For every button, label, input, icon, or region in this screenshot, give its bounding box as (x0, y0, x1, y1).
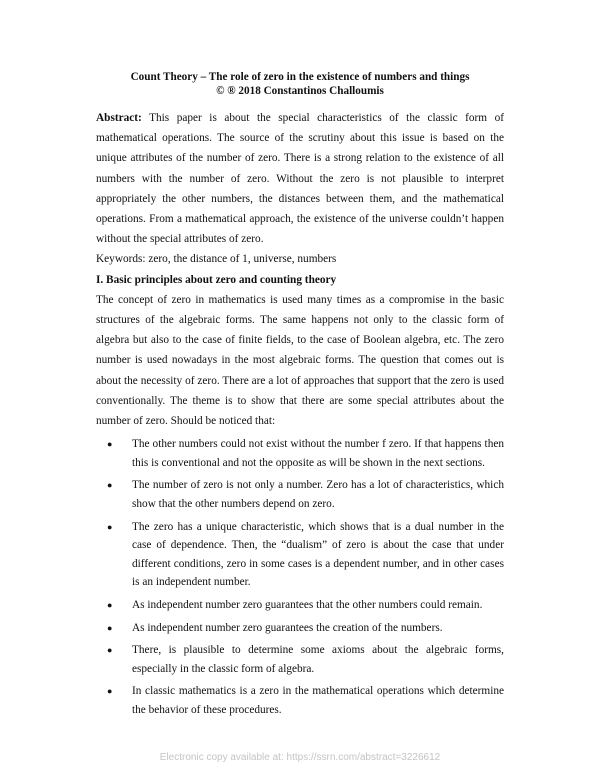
list-item (96, 682, 504, 719)
bullet-icon: ● (107, 645, 113, 656)
list-item (96, 641, 504, 678)
bullet-list (96, 435, 504, 719)
bullet-icon: ● (107, 439, 113, 450)
bullet-icon: ● (107, 600, 113, 610)
list-item (96, 435, 504, 472)
list-item (96, 619, 504, 638)
list-item-text: In classic mathematics is a zero in the mathematical operations which determine the behavior of these procedures. (132, 685, 504, 716)
list-item (96, 596, 504, 615)
abstract-text: This paper is about the special characteristics of the classic form of mathematical operations. The source of the scrutiny about this issue is based on the unique attributes of the number of zero. There is a strong relation to the existence of all numbers with the number of zero. Without the zero is not plausible to interpret appropriately the other numbers, the distances between them, and the mathematical operations. From a mathematical approach, the existence of the universe couldn’t happen without the special attributes of zero. (96, 112, 504, 246)
section-paragraph: The concept of zero in mathematics is used many times as a compromise in the basic structures of the algebraic forms. The same happens not only to the classic form of algebra but also to the case of finite fields, to the case of Boolean algebra, etc. The zero number is used nowadays in the most algebraic forms. The question that comes out is about the necessity of zero. There are a lot of approaches that support that the zero is used conventionally. The theme is to show that there are some special attributes about the number of zero. Should be noticed that: (96, 293, 504, 428)
bullet-icon: ● (107, 480, 113, 491)
paper-title: Count Theory – The role of zero in the existence of numbers and things (130, 71, 470, 83)
ssrn-footer-link[interactable]: Electronic copy available at: https://ssrn.com/abstract=3226612 (159, 752, 441, 763)
abstract-label: Abstract: (96, 112, 142, 124)
keywords-line: Keywords: zero, the distance of 1, universe, numbers (96, 253, 337, 266)
list-item-text: As independent number zero guarantees the creation of the numbers. (132, 621, 443, 634)
section-heading: I. Basic principles about zero and counting theory (96, 273, 337, 286)
list-item (96, 476, 504, 513)
list-item (96, 518, 504, 592)
list-item-text: As independent number zero guarantees that the other numbers could remain. (132, 599, 483, 611)
bullet-icon: ● (107, 686, 113, 697)
list-item-text: The other numbers could not exist without the number f zero. If that happens then this is conventional and not the opposite as will be shown in the next sections. (132, 438, 504, 469)
list-item-text: The zero has a unique characteristic, which shows that is a dual number in the case of dependence. Then, the “dualism” of zero is about the case that under different conditions, zero in some cases is a dependent number, and in other cases is an independent number. (132, 520, 504, 589)
bullet-icon: ● (107, 622, 113, 633)
bullet-icon: ● (107, 521, 113, 532)
paper-body (96, 108, 504, 724)
abstract-paragraph (96, 108, 504, 249)
paper-title-block (96, 70, 504, 98)
list-item-text: The number of zero is not only a number. Zero has a lot of characteristics, which show that the other numbers depend on zero. (132, 479, 504, 511)
list-item-text: There, is plausible to determine some axioms about the algebraic forms, especially in the classic form of algebra. (132, 644, 504, 675)
copyright-author-line: © ® 2018 Constantinos Challoumis (216, 85, 384, 97)
